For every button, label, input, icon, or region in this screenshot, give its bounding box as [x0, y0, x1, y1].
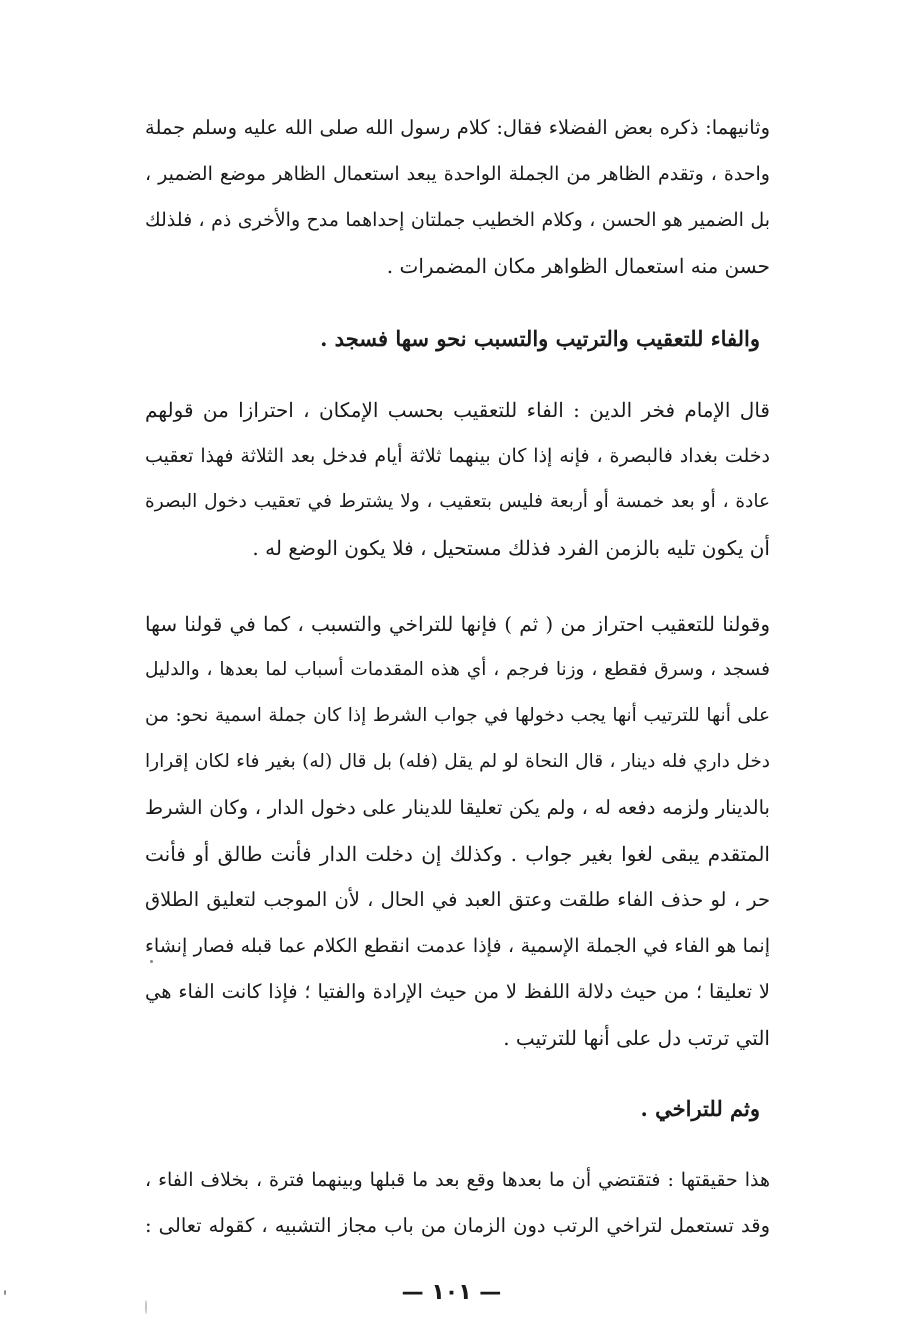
page-number: — ١٠١ —: [401, 1280, 502, 1305]
section-heading-fa: [145, 324, 770, 358]
paragraph-2-line-2: دخلت بغداد فالبصرة ، فإنه إذا كان بينهما ثلاثة أيام فدخل بعد الثلاثة فهذا تعقيب: [145, 445, 770, 467]
scan-speck: [145, 1300, 147, 1314]
paragraph-3-line-8: إنما هو الفاء في الجملة الإسمية ، فإذا عدمت انقطع الكلام عما قبله فصار إنشاء: [145, 935, 770, 957]
paragraph-3-line-2: فسجد ، وسرق فقطع ، وزنا فرجم ، أي هذه المقدمات أسباب لما بعدها ، والدليل: [145, 659, 770, 680]
paragraph-3-line-6: المتقدم يبقى لغوا بغير جواب . وكذلك إن دخلت الدار فأنت طالق أو فأنت: [145, 842, 770, 866]
heading-fa-text: والفاء للتعقيب والترتيب والتسبب نحو سها فسجد .: [320, 326, 760, 351]
scan-speck: [150, 960, 153, 963]
paragraph-3-line-4: دخل داري فله دينار ، قال النحاة لو لم يقل (فله) بل قال (له) بغير فاء لكان إقرارا: [145, 751, 770, 772]
paragraph-1-line-3: بل الضمير هو الحسن ، وكلام الخطيب جملتان إحداهما مدح والأخرى ذم ، فلذلك: [145, 209, 770, 231]
paragraph-3-line-3: على أنها للترتيب أنها يجب دخولها في جواب الشرط إذا كان جملة اسمية نحو: من: [145, 705, 770, 726]
paragraph-1: [145, 114, 770, 284]
paragraph-2-line-3: عادة ، أو بعد خمسة أو أربعة فليس بتعقيب ، ولا يشترط في تعقيب دخول البصرة: [145, 491, 770, 512]
paragraph-1-line-2: واحدة ، وتقدم الظاهر من الجملة الواحدة يبعد استعمال الظاهر موضع الضمير ،: [145, 163, 770, 185]
paragraph-3-line-5: بالدينار ولزمه دفعه له ، ولم يكن تعليقا للدينار على دخول الدار ، وكان الشرط: [145, 796, 770, 819]
paragraph-3-line-9: لا تعليقا ؛ من حيث دلالة اللفظ لا من حيث الإرادة والفتيا ؛ فإذا كانت الفاء هي: [145, 980, 770, 1003]
scan-speck: [4, 1290, 6, 1295]
paragraph-4-line-1: هذا حقيقتها : فتقتضي أن ما بعدها وقع بعد ما قبلها وبينهما فترة ، بخلاف الفاء ،: [145, 1169, 770, 1191]
paragraph-1-line-4: حسن منه استعمال الظواهر مكان المضمرات .: [386, 254, 770, 278]
heading-thumma-text: وثم للتراخي .: [640, 1096, 760, 1121]
paragraph-3-line-7: حر ، لو حذف الفاء طلقت وعتق العبد في الحال ، لأن الموجب لتعليق الطلاق: [145, 888, 770, 911]
paragraph-2-line-1: قال الإمام فخر الدين : الفاء للتعقيب بحسب الإمكان ، احترازا من قولهم: [145, 398, 770, 422]
section-heading-thumma: [145, 1094, 770, 1128]
paragraph-4: [145, 1166, 770, 1246]
paragraph-2-line-4: أن يكون تليه بالزمن الفرد فذلك مستحيل ، فلا يكون الوضع له .: [252, 536, 770, 560]
paragraph-1-line-1: وثانيهما: ذكره بعض الفضلاء فقال: كلام رسول الله صلى الله عليه وسلم جملة: [145, 116, 770, 139]
paragraph-2: [145, 396, 770, 576]
paragraph-3-line-10: التي ترتب دل على أنها للترتيب .: [503, 1026, 770, 1050]
paragraph-3-line-1: وقولنا للتعقيب احتراز من ( ثم ) فإنها للتراخي والتسبب ، كما في قولنا سها: [145, 612, 770, 636]
paragraph-4-line-2: وقد تستعمل لتراخي الرتب دون الزمان من باب مجاز التشبيه ، كقوله تعالى :: [145, 1214, 770, 1237]
paragraph-3: [145, 610, 770, 1050]
